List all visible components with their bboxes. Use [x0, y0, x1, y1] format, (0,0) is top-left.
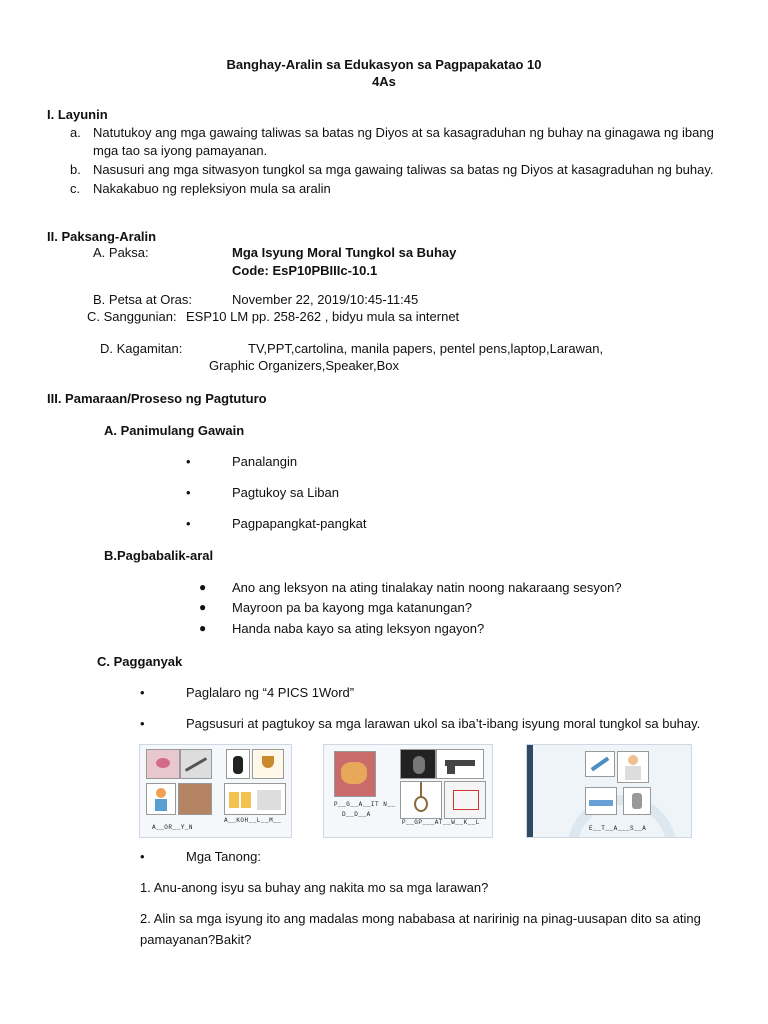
layunin-item-b: Nasusuri ang mga sitwasyon tungkol sa mga gawaing taliwas sa batas ng Diyos at kasagraduhan ng buhay.: [93, 162, 714, 177]
sanggunian-label: C. Sanggunian:: [87, 309, 177, 324]
panimulang-item-pangkat: Pagpapangkat-pangkat: [232, 516, 367, 531]
noose-icon: [400, 781, 442, 819]
woman-photo: [178, 783, 212, 815]
kagamitan-line1: TV,PPT,cartolina, manila papers, pentel pens,laptop,Larawan,: [248, 341, 604, 356]
sad-person-photo: [400, 749, 436, 779]
bullet: •: [186, 516, 191, 531]
pagbabalik-item-2: Mayroon pa ba kayong mga katanungan?: [232, 600, 472, 615]
bullet: •: [186, 485, 191, 500]
panimulang-item-liban: Pagtukoy sa Liban: [232, 485, 339, 500]
puzzle-2-blanks-3: P__GP___AT__W__K__L: [402, 819, 480, 826]
note-photo: [444, 781, 486, 819]
pagganyak-item-pagsusuri: Pagsusuri at pagtukoy sa mga larawan ukol sa iba’t-ibang isyung moral tungkol sa buhay.: [186, 716, 701, 731]
petsa-value: November 22, 2019/10:45-11:45: [232, 292, 419, 307]
bullet: •: [140, 685, 145, 700]
sanggunian-value: ESP10 LM pp. 258-262 , bidyu mula sa internet: [186, 309, 460, 324]
layunin-marker-c: c.: [70, 181, 81, 196]
document-subtitle: 4As: [372, 74, 396, 89]
pagganyak-item-4pics: Paglalaro ng “4 PICS 1Word”: [186, 685, 355, 700]
slide-decoration-bar: [527, 745, 533, 837]
petsa-label: B. Petsa at Oras:: [93, 292, 192, 307]
puzzle-3-blanks: E__T__A___S__A: [589, 825, 647, 832]
beer-glasses-photo: [224, 783, 286, 815]
panimulang-gawain-heading: A. Panimulang Gawain: [104, 423, 245, 438]
syringe-icon: [585, 751, 615, 777]
puzzle-panel-3: [526, 744, 692, 838]
question-1: 1. Anu-anong isyu sa buhay ang nakita mo sa mga larawan?: [140, 880, 489, 895]
section-layunin-heading: I. Layunin: [47, 107, 108, 122]
drinking-figure: [226, 749, 250, 779]
sick-person-icon: [146, 783, 176, 815]
bullet: •: [186, 454, 191, 469]
section-paksang-aralin-heading: II. Paksang-Aralin: [47, 229, 157, 244]
layunin-item-a-line2: mga tao sa iyong pamayanan.: [93, 143, 268, 158]
gun-icon: [436, 749, 484, 779]
document-title: Banghay-Aralin sa Edukasyon sa Pagpapakatao 10: [226, 57, 542, 72]
pagbabalik-item-3: Handa naba kayo sa ating leksyon ngayon?: [232, 621, 485, 636]
bullet: •: [140, 716, 145, 731]
paksa-value: Mga Isyung Moral Tungkol sa Buhay: [232, 245, 457, 260]
layunin-item-c: Nakakabuo ng repleksiyon mula sa aralin: [93, 181, 331, 196]
section-pamaraan-heading: III. Pamaraan/Proseso ng Pagtuturo: [47, 391, 267, 406]
paksa-label: A. Paksa:: [93, 245, 149, 260]
pills-photo: [146, 749, 180, 779]
layunin-marker-a: a.: [70, 125, 81, 140]
pagbabalik-item-1: Ano ang leksyon na ating tinalakay natin noong nakaraang sesyon?: [232, 580, 622, 595]
puzzle-1-blanks-1: A__OR__Y_N: [152, 824, 194, 831]
puzzle-2-blanks-1: P__G__A__IT N__: [334, 801, 396, 808]
pagganyak-heading: C. Pagganyak: [97, 654, 183, 669]
hospital-bed-icon: [585, 787, 617, 815]
layunin-item-a-line1: Natutukoy ang mga gawaing taliwas sa batas ng Diyos at sa kasagraduhan ng buhay na ginagawa ng ibang: [93, 125, 714, 140]
doctor-icon: [617, 751, 649, 783]
panimulang-item-panalangin: Panalangin: [232, 454, 298, 469]
bullet: ●: [199, 621, 207, 635]
wine-glass-photo: [252, 749, 284, 779]
bullet: •: [140, 849, 145, 864]
poison-bottle-icon: [623, 787, 651, 815]
bullet: ●: [199, 600, 207, 614]
question-2-line1: 2. Alin sa mga isyung ito ang madalas mong nababasa at naririnig na pinag-uusapan dito sa ating: [140, 911, 701, 926]
syringe-photo: [180, 749, 212, 779]
kagamitan-line2: Graphic Organizers,Speaker,Box: [209, 358, 400, 373]
puzzle-2-blanks-2: D__D__A: [342, 811, 371, 818]
paksa-code: Code: EsP10PBIIIc-10.1: [232, 263, 378, 278]
mga-tanong-label: Mga Tanong:: [186, 849, 261, 864]
bullet: ●: [199, 580, 207, 594]
pagbabalik-aral-heading: B.Pagbabalik-aral: [104, 548, 214, 563]
puzzle-1-blanks-2: A__KOH__L__M__: [224, 817, 282, 824]
kagamitan-label: D. Kagamitan:: [100, 341, 183, 356]
puzzle-panel-1: [139, 744, 292, 838]
puzzle-panel-2: [323, 744, 493, 838]
layunin-marker-b: b.: [70, 162, 81, 177]
question-2-line2: pamayanan?Bakit?: [140, 932, 252, 947]
pills-pile-photo: [334, 751, 376, 797]
